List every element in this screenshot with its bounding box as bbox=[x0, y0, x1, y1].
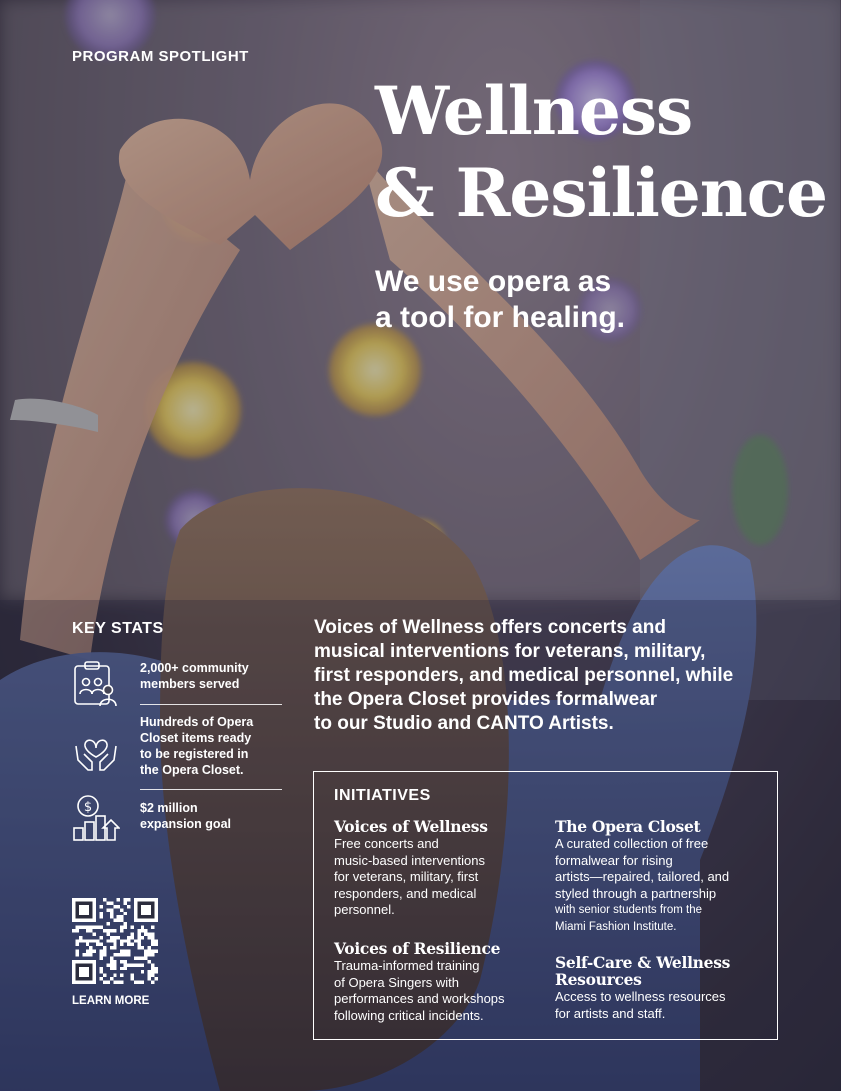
initiative-line: following critical incidents. bbox=[334, 1007, 484, 1023]
initiative-line: Access to wellness resources bbox=[555, 989, 726, 1004]
title-line: Wellness bbox=[375, 72, 693, 150]
eyebrow-label: PROGRAM SPOTLIGHT bbox=[72, 48, 249, 65]
initiative-line: for artists and staff. bbox=[555, 1005, 666, 1021]
initiative-line: with senior students from the bbox=[555, 904, 703, 916]
stat-divider bbox=[140, 789, 282, 790]
stat-text bbox=[140, 800, 282, 832]
intro-line: to our Studio and CANTO Artists. bbox=[314, 713, 614, 734]
initiative-body bbox=[555, 989, 770, 1022]
initiative-line: music-based interventions bbox=[334, 852, 486, 868]
stat-line: 2,000+ community bbox=[140, 661, 249, 675]
intro-line: the Opera Closet provides formalwear bbox=[314, 689, 658, 710]
initiative-voices-of-resilience bbox=[334, 940, 539, 1024]
initiative-self-care bbox=[555, 954, 770, 1022]
initiative-body bbox=[555, 836, 770, 935]
initiatives-panel bbox=[313, 771, 778, 1040]
initiative-line: styled through a partnership bbox=[555, 885, 717, 901]
title-line: & Resilience bbox=[375, 154, 827, 232]
intro-line: musical interventions for veterans, military, bbox=[314, 641, 706, 662]
stat-text bbox=[140, 714, 282, 778]
initiative-voices-of-wellness bbox=[334, 818, 539, 919]
stat-line: $2 million bbox=[140, 801, 198, 815]
stat-text bbox=[140, 660, 282, 692]
initiative-line: responders, and medical bbox=[334, 885, 477, 901]
initiative-opera-closet bbox=[555, 818, 770, 935]
initiative-body bbox=[334, 836, 539, 919]
intro-line: Voices of Wellness offers concerts and bbox=[314, 617, 666, 638]
initiative-line: artists—repaired, tailored, and bbox=[555, 869, 730, 884]
initiative-title: Voices of Wellness bbox=[334, 817, 488, 836]
stat-line: Closet items ready bbox=[140, 731, 252, 745]
initiative-line: Miami Fashion Institute. bbox=[555, 920, 677, 933]
initiative-title: Resources bbox=[555, 970, 642, 989]
stat-line: members served bbox=[140, 677, 240, 691]
learn-more-label[interactable]: LEARN MORE bbox=[72, 995, 150, 1007]
tagline bbox=[375, 264, 625, 336]
initiative-title: Voices of Resilience bbox=[334, 939, 501, 958]
initiative-line: of Opera Singers with bbox=[334, 974, 460, 990]
money-growth-icon bbox=[72, 794, 120, 842]
stat-line: to be registered in bbox=[140, 747, 249, 761]
intro-line: first responders, and medical personnel, while bbox=[314, 665, 734, 686]
initiative-line: formalwear for rising bbox=[555, 852, 673, 868]
initiative-line: personnel. bbox=[334, 902, 395, 917]
page-title bbox=[375, 70, 827, 234]
intro-paragraph bbox=[314, 616, 794, 736]
key-stats-heading: KEY STATS bbox=[72, 620, 164, 637]
tagline-line: a tool for healing. bbox=[375, 301, 626, 334]
heart-hands-icon bbox=[72, 728, 120, 776]
initiative-line: Free concerts and bbox=[334, 836, 439, 851]
stat-divider bbox=[140, 704, 282, 705]
svg-text:$: $ bbox=[83, 800, 93, 815]
tagline-line: We use opera as bbox=[375, 265, 612, 298]
stat-line: Hundreds of Opera bbox=[140, 715, 254, 729]
initiative-line: for veterans, military, first bbox=[334, 869, 479, 884]
initiatives-heading: INITIATIVES bbox=[334, 787, 431, 804]
stat-line: the Opera Closet. bbox=[140, 763, 244, 777]
qr-code-icon[interactable] bbox=[72, 898, 158, 984]
initiative-line: performances and workshops bbox=[334, 991, 505, 1006]
initiative-line: Trauma-informed training bbox=[334, 958, 480, 973]
community-clipboard-icon bbox=[72, 660, 120, 708]
initiative-title: The Opera Closet bbox=[555, 817, 701, 836]
stat-line: expansion goal bbox=[140, 817, 231, 831]
initiative-body bbox=[334, 958, 539, 1024]
initiative-title: Self-Care & Wellness bbox=[555, 953, 731, 972]
initiative-line: A curated collection of free bbox=[555, 836, 709, 851]
